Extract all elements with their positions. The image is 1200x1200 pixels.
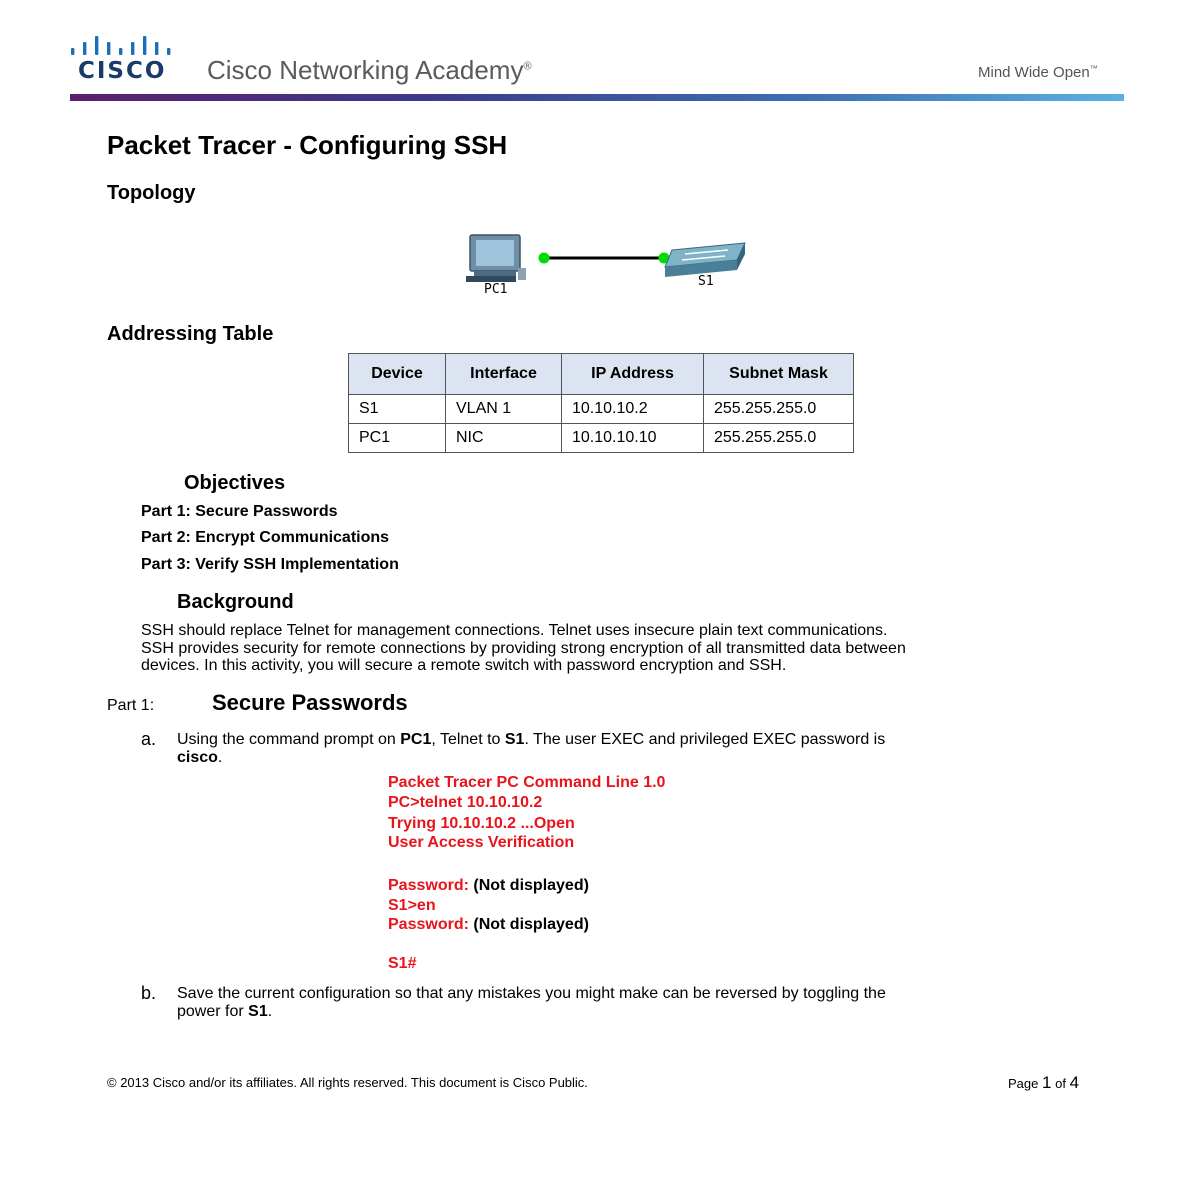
cisco-logo-bars-icon: [70, 36, 182, 56]
cli-line: Packet Tracer PC Command Line 1.0: [388, 774, 666, 791]
objective-item: Part 3: Verify SSH Implementation: [141, 556, 399, 573]
academy-name: Cisco Networking Academy®: [207, 55, 532, 85]
cisco-logo-word: CISCO: [78, 58, 167, 84]
cli-password-line: Password: (Not displayed): [388, 877, 589, 894]
cli-line: PC>telnet 10.10.10.2: [388, 794, 543, 811]
part1-title: Secure Passwords: [212, 690, 408, 715]
page-indicator: Page 1 of 4: [1008, 1073, 1080, 1092]
footer-copyright: © 2013 Cisco and/or its affiliates. All rights reserved. This document is Cisco Public.: [107, 1075, 588, 1090]
cli-password-line: Password: (Not displayed): [388, 916, 589, 933]
cli-line: S1>en: [388, 897, 436, 914]
topology-heading: Topology: [107, 182, 196, 204]
tagline: Mind Wide Open™: [978, 64, 1098, 81]
background-line: SSH should replace Telnet for management connections. Telnet uses insecure plain text communications.: [141, 622, 888, 639]
cli-line: S1#: [388, 955, 417, 972]
column-header: IP Address: [562, 354, 704, 395]
table-cell: 255.255.255.0: [704, 395, 854, 424]
pc-icon: [466, 235, 526, 282]
step-b-letter: b.: [141, 983, 157, 1003]
table-cell: NIC: [446, 424, 562, 453]
step-b-text: Save the current configuration so that any mistakes you might make can be reversed by toggling the power for S1.: [177, 985, 886, 1020]
pc1-label: PC1: [484, 282, 508, 297]
s1-label: S1: [698, 274, 714, 289]
table-cell: VLAN 1: [446, 395, 562, 424]
table-cell: PC1: [349, 424, 446, 453]
part1-label: Part 1:: [107, 697, 155, 714]
column-header: Subnet Mask: [704, 354, 854, 395]
link-light-pc: [539, 253, 550, 264]
document-title: Packet Tracer - Configuring SSH: [107, 130, 508, 160]
switch-icon: [665, 243, 745, 277]
background-line: devices. In this activity, you will secure a remote switch with password encryption and SSH.: [141, 657, 787, 674]
table-row: [349, 424, 854, 453]
header-rule: [70, 94, 1124, 101]
cli-line: User Access Verification: [388, 834, 575, 851]
table-row: [349, 395, 854, 424]
column-header: Interface: [446, 354, 562, 395]
objective-item: Part 2: Encrypt Communications: [141, 529, 390, 546]
addressing-table: [348, 353, 854, 453]
step-a-text: Using the command prompt on PC1, Telnet to S1. The user EXEC and privileged EXEC password is cisco.: [177, 731, 886, 766]
table-header-row: [349, 354, 854, 395]
objectives-heading: Objectives: [184, 472, 286, 494]
table-cell: 10.10.10.10: [562, 424, 704, 453]
table-cell: 10.10.10.2: [562, 395, 704, 424]
background-line: SSH provides security for remote connections by providing strong encryption of all transmitted data between: [141, 639, 906, 657]
addressing-heading: Addressing Table: [107, 323, 274, 345]
background-heading: Background: [177, 591, 294, 613]
column-header: Device: [349, 354, 446, 395]
objective-item: Part 1: Secure Passwords: [141, 503, 338, 520]
table-cell: S1: [349, 395, 446, 424]
background-paragraph: [141, 622, 1101, 675]
cli-line: Trying 10.10.10.2 ...Open: [388, 815, 575, 832]
step-a-letter: a.: [141, 729, 157, 749]
table-cell: 255.255.255.0: [704, 424, 854, 453]
